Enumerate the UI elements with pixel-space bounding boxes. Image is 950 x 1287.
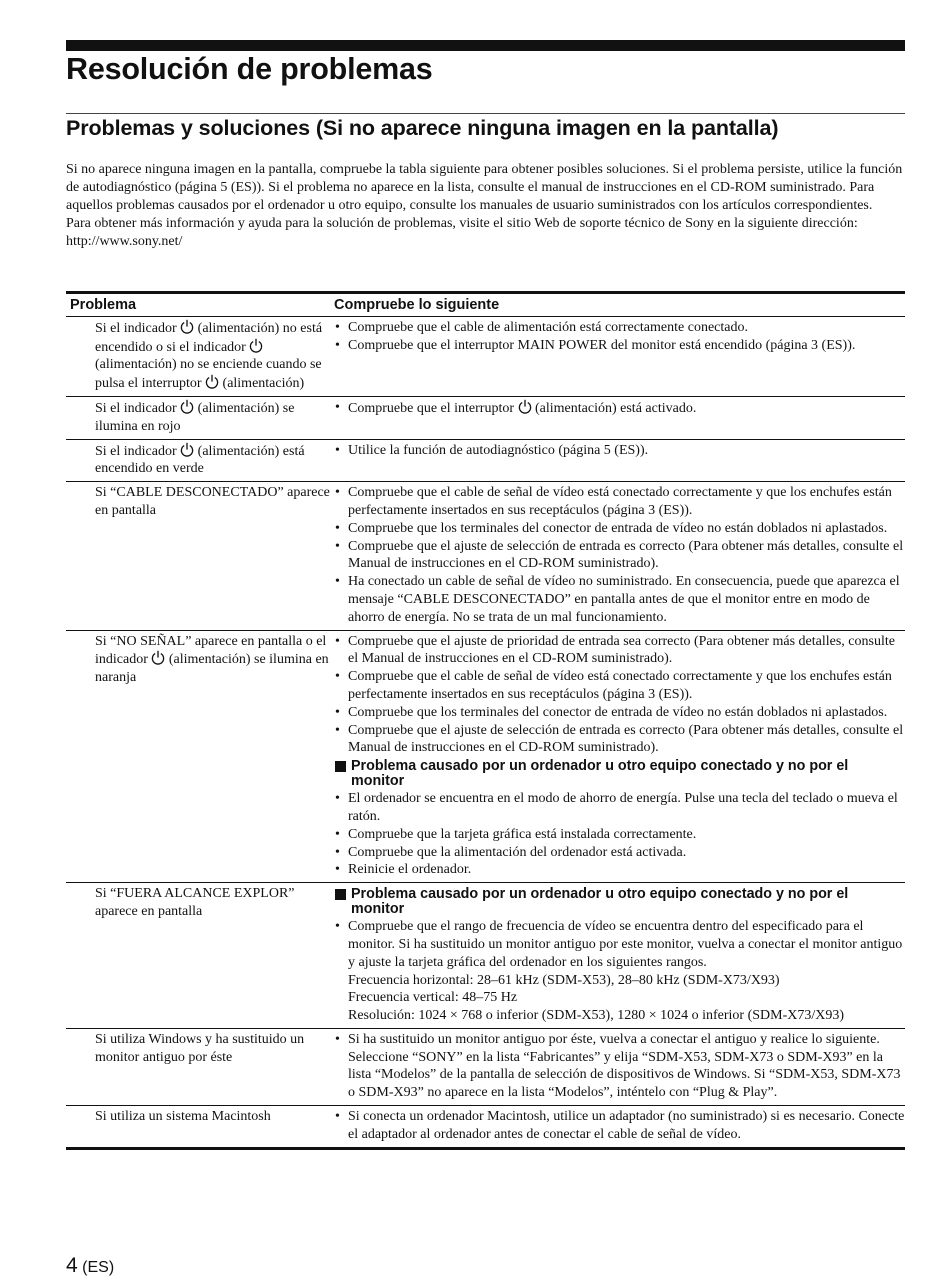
check-column-header: Compruebe lo siguiente <box>334 293 905 317</box>
solution-cell <box>334 1106 905 1149</box>
table-row <box>66 883 905 1029</box>
check-item <box>334 790 905 826</box>
text-run: (alimentación) está encendido en verde <box>95 443 305 477</box>
table-header-row <box>66 293 905 317</box>
table-body <box>66 316 905 1148</box>
text-run: Frecuencia horizontal: 28–61 kHz (SDM-X53), 28–80 kHz (SDM-X73/X93) <box>348 972 780 988</box>
text-run: (alimentación) está activado. <box>531 400 697 416</box>
cause-heading <box>334 759 905 788</box>
problem-cell <box>66 482 334 630</box>
page-title: Resolución de problemas <box>66 52 433 86</box>
text-run: Si conecta un ordenador Macintosh, utilice un adaptador (no suministrado) si es necesario. Conecte el adaptador al ordenador antes de conectar el cable de señal de vídeo. <box>348 1109 905 1142</box>
check-item <box>334 704 905 722</box>
text-run: Compruebe que los terminales del conector de entrada de vídeo no están doblados ni aplastados. <box>348 704 888 720</box>
power-icon <box>151 650 165 665</box>
intro-paragraph: Si no aparece ninguna imagen en la pantalla, compruebe la tabla siguiente para obtener posibles soluciones. Si el problema persiste, utilice la función de autodiagnóstico (página 5 (ES)). Si el problema no aparece en la lista, consulte el manual de instrucciones en el CD-ROM suministrado. Para aquellos problemas causados por el ordenador u otro equipo, consulte los manuales de usuario suministrados con los artículos correspondientes. <box>66 162 903 213</box>
solution-cell <box>334 396 905 439</box>
section-divider <box>66 113 905 114</box>
section-title: Problemas y soluciones (Si no aparece ninguna imagen en la pantalla) <box>66 116 779 140</box>
text-run: Si utiliza un sistema Macintosh <box>95 1109 271 1125</box>
power-icon <box>518 399 532 414</box>
check-list <box>334 1108 905 1144</box>
cause-heading <box>334 887 905 916</box>
check-list <box>334 1031 905 1102</box>
check-item <box>334 1108 905 1144</box>
power-icon <box>180 399 194 414</box>
check-item <box>334 826 905 844</box>
text-run: Si utiliza Windows y ha sustituido un monitor antiguo por éste <box>95 1031 305 1065</box>
text-run: Frecuencia vertical: 48–75 Hz <box>348 990 518 1006</box>
check-list <box>334 633 905 758</box>
check-item <box>334 722 905 758</box>
text-run: Compruebe que el ajuste de prioridad de entrada sea correcto (Para obtener más detalles, consulte el Manual de instrucciones en el CD-ROM suministrado). <box>348 633 895 667</box>
check-item <box>334 520 905 538</box>
text-run: Si el indicador <box>95 443 181 459</box>
check-item <box>334 844 905 862</box>
text-run: Compruebe que el cable de señal de vídeo está conectado correctamente y que los enchufes están perfectamente insertados en sus receptáculos (página 3 (ES)). <box>348 485 892 518</box>
square-bullet-icon <box>335 889 346 900</box>
power-icon <box>180 319 194 334</box>
solution-cell <box>334 1028 905 1105</box>
check-list <box>334 442 905 460</box>
text-run: Compruebe que el interruptor MAIN POWER del monitor está encendido (página 3 (ES)). <box>348 337 856 353</box>
problem-cell <box>66 883 334 1029</box>
page-number <box>66 1254 114 1278</box>
cause-heading-text: Problema causado por un ordenador u otro equipo conectado y no por el monitor <box>351 758 849 789</box>
problem-cell <box>66 1106 334 1149</box>
text-run: Resolución: 1024 × 768 o inferior (SDM-X53), 1280 × 1024 o inferior (SDM-X73/X93) <box>348 1008 845 1024</box>
problem-cell <box>66 316 334 396</box>
text-run: Si ha sustituido un monitor antiguo por éste, vuelva a conectar el antiguo y realice lo siguiente. Seleccione “SONY” en la lista “Fabricantes” y elija “SDM-X53, SDM-X73 o SDM-X93” en la lista “Modelos” de la pantalla de selección de dispositivos de Windows. Si “SDM-X53, SDM-X73 o SDM-X93” no aparece en la lista “Modelos”, inténtelo con “Plug & Play”. <box>348 1031 901 1101</box>
check-list <box>334 918 905 1025</box>
text-run: Si el indicador <box>95 320 181 336</box>
page-number-suffix: (ES) <box>82 1259 115 1276</box>
check-item <box>334 918 905 1025</box>
solution-cell <box>334 439 905 482</box>
check-item <box>334 337 905 355</box>
text-run: Si “FUERA ALCANCE EXPLOR” aparece en pantalla <box>95 886 295 919</box>
check-list <box>334 319 905 355</box>
table-row <box>66 316 905 396</box>
text-run: Compruebe que el cable de señal de vídeo está conectado correctamente y que los enchufes están perfectamente insertados en sus receptáculos (página 3 (ES)). <box>348 669 892 702</box>
table-row <box>66 482 905 630</box>
check-item <box>334 399 905 418</box>
check-list <box>334 790 905 879</box>
text-run: Compruebe que el rango de frecuencia de vídeo se encuentra dentro del especificado para el monitor. Si ha sustituido un monitor antiguo por este monitor, vuelva a conectar el monitor antiguo y ajuste la tarjeta gráfica del ordenador en los siguientes rangos. <box>348 919 903 970</box>
check-item <box>334 319 905 337</box>
problem-cell <box>66 396 334 439</box>
text-run: Compruebe que la alimentación del ordenador está activada. <box>348 844 687 860</box>
check-item <box>334 1031 905 1102</box>
power-icon <box>249 338 263 353</box>
text-run: El ordenador se encuentra en el modo de ahorro de energía. Pulse una tecla del teclado o mueva el ratón. <box>348 791 898 824</box>
table-row <box>66 630 905 883</box>
problem-cell <box>66 439 334 482</box>
text-run: Si el indicador <box>95 400 181 416</box>
power-icon <box>180 442 194 457</box>
text-run: Compruebe que el cable de alimentación está correctamente conectado. <box>348 319 748 335</box>
text-run: (alimentación) no se enciende cuando se pulsa el interruptor <box>95 357 322 392</box>
problem-cell <box>66 630 334 883</box>
table-row <box>66 1106 905 1149</box>
title-bar <box>66 40 905 51</box>
text-run: Si “CABLE DESCONECTADO” aparece en pantalla <box>95 485 330 518</box>
check-item <box>334 633 905 669</box>
power-icon <box>205 374 219 389</box>
text-run: Ha conectado un cable de señal de vídeo no suministrado. En consecuencia, puede que aparezca el mensaje “CABLE DESCONECTADO” en pantalla antes de que el monitor entre en modo de ahorro de energía. No se trata de un mal funcionamiento. <box>348 574 900 625</box>
problem-column-header: Problema <box>66 293 334 317</box>
page-number-value: 4 <box>66 1254 78 1277</box>
text-run: (alimentación) <box>219 376 305 392</box>
check-item <box>334 668 905 704</box>
text-run: Compruebe que los terminales del conector de entrada de vídeo no están doblados ni aplastados. <box>348 520 888 536</box>
solution-cell <box>334 482 905 630</box>
intro-text <box>66 161 906 251</box>
cause-heading-text: Problema causado por un ordenador u otro equipo conectado y no por el monitor <box>351 886 849 917</box>
check-item <box>334 538 905 574</box>
text-run: Compruebe que el interruptor <box>348 400 518 416</box>
table-row <box>66 1028 905 1105</box>
problem-cell <box>66 1028 334 1105</box>
solution-cell <box>334 316 905 396</box>
text-run: Utilice la función de autodiagnóstico (página 5 (ES)). <box>348 442 649 458</box>
text-run: (alimentación) se ilumina en rojo <box>95 400 295 434</box>
check-item <box>334 442 905 460</box>
troubleshooting-table <box>66 291 905 1150</box>
square-bullet-icon <box>335 761 346 772</box>
check-item <box>334 484 905 520</box>
table-row <box>66 439 905 482</box>
check-item <box>334 861 905 879</box>
text-run: Si “NO SEÑAL” aparece en pantalla o el indicador <box>95 633 327 668</box>
table-row <box>66 396 905 439</box>
text-run: Compruebe que la tarjeta gráfica está instalada correctamente. <box>348 826 697 842</box>
check-list <box>334 399 905 418</box>
check-item <box>334 573 905 626</box>
text-run: (alimentación) se ilumina en naranja <box>95 652 329 686</box>
text-run: Reinicie el ordenador. <box>348 862 472 878</box>
text-run: (alimentación) no está encendido o si el indicador <box>95 320 323 355</box>
intro-paragraph: Para obtener más información y ayuda para la solución de problemas, visite el sitio Web de soporte técnico de Sony en la siguiente dirección: http://www.sony.net/ <box>66 216 858 249</box>
text-run: Compruebe que el ajuste de selección de entrada es correcto (Para obtener más detalles, consulte el Manual de instrucciones en el CD-ROM suministrado). <box>348 538 904 572</box>
solution-cell <box>334 883 905 1029</box>
text-run: Compruebe que el ajuste de selección de entrada es correcto (Para obtener más detalles, consulte el Manual de instrucciones en el CD-ROM suministrado). <box>348 722 904 756</box>
solution-cell <box>334 630 905 883</box>
check-list <box>334 484 905 626</box>
